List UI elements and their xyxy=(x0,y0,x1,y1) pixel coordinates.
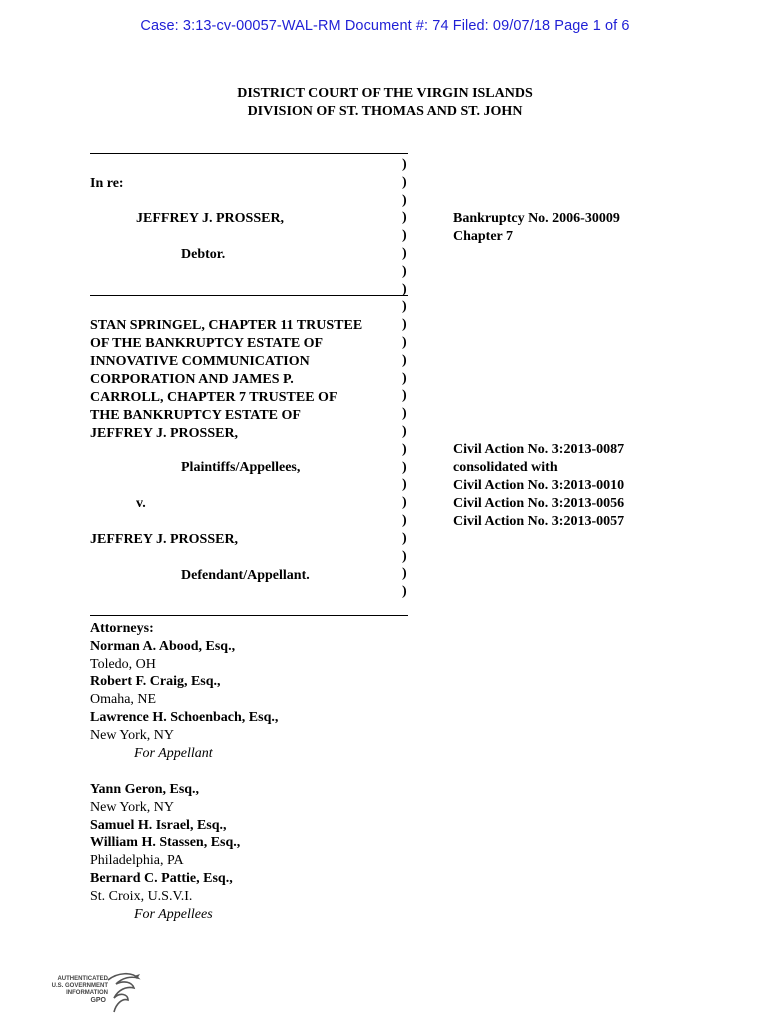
plaintiffs-label: Plaintiffs/Appellees, xyxy=(181,460,301,475)
court-line-1: DISTRICT COURT OF THE VIRGIN ISLANDS xyxy=(237,86,533,101)
seal-line: U.S. GOVERNMENT xyxy=(51,983,108,989)
civil-action-line: Civil Action No. 3:2013-0087 xyxy=(453,442,625,457)
plaintiff-line: THE BANKRUPTCY ESTATE OF xyxy=(90,408,301,423)
attorneys-appellees xyxy=(90,781,240,923)
attorney-name: William H. Stassen, Esq., xyxy=(90,835,241,851)
chapter-label: Chapter 7 xyxy=(453,229,514,244)
caption-rule-middle xyxy=(90,295,408,296)
attorney-name: Yann Geron, Esq., xyxy=(90,782,200,797)
attorney-city: Toledo, OH xyxy=(90,656,156,672)
court-title xyxy=(0,85,770,121)
attorney-name: Samuel H. Israel, Esq., xyxy=(90,817,227,833)
debtor-name: JEFFREY J. PROSSER, xyxy=(136,211,285,226)
civil-action-line: Civil Action No. 3:2013-0056 xyxy=(453,496,625,511)
appellees-role: For Appellees xyxy=(134,906,213,922)
civil-action-line: Civil Action No. 3:2013-0010 xyxy=(453,478,625,493)
gpo-authentication-seal xyxy=(40,970,140,1016)
seal-text xyxy=(40,976,108,1004)
attorney-city: Philadelphia, PA xyxy=(90,853,184,869)
plaintiff-line: INNOVATIVE COMMUNICATION xyxy=(90,354,310,369)
plaintiff-line: STAN SPRINGEL, CHAPTER 11 TRUSTEE xyxy=(90,318,363,333)
seal-line: AUTHENTICATED xyxy=(57,976,108,982)
plaintiff-line: CARROLL, CHAPTER 7 TRUSTEE OF xyxy=(90,390,338,405)
bankruptcy-number: Bankruptcy No. 2006-30009 xyxy=(453,211,620,226)
eagle-icon xyxy=(104,970,144,1016)
plaintiff-line: CORPORATION AND JAMES P. xyxy=(90,372,294,387)
caption-rule-top xyxy=(90,153,408,154)
attorneys-appellant xyxy=(90,620,278,762)
attorney-city: St. Croix, U.S.V.I. xyxy=(90,888,193,904)
civil-action-line: Civil Action No. 3:2013-0057 xyxy=(453,514,625,529)
attorneys-heading: Attorneys: xyxy=(90,621,154,636)
attorney-name: Bernard C. Pattie, Esq., xyxy=(90,870,233,886)
versus-label: v. xyxy=(136,496,146,511)
attorney-city: Omaha, NE xyxy=(90,692,157,708)
attorney-city: New York, NY xyxy=(90,727,175,743)
attorney-name: Lawrence H. Schoenbach, Esq., xyxy=(90,709,279,725)
plaintiffs-block xyxy=(90,317,362,443)
court-line-2: DIVISION OF ST. THOMAS AND ST. JOHN xyxy=(247,104,523,119)
caption-parentheses: ) ) ) ) ) ) ) ) ) ) ) ) ) ) ) ) ) ) ) ) ) ) ) ) ) xyxy=(402,157,407,600)
appellant-role: For Appellant xyxy=(134,745,213,761)
defendant-label: Defendant/Appellant. xyxy=(181,568,310,583)
in-re-label: In re: xyxy=(90,176,124,191)
seal-mark: GPO xyxy=(90,997,106,1004)
plaintiff-line: OF THE BANKRUPTCY ESTATE OF xyxy=(90,336,324,351)
seal-line: INFORMATION xyxy=(66,990,108,996)
attorney-name: Norman A. Abood, Esq., xyxy=(90,638,236,654)
caption-rule-bottom xyxy=(90,615,408,616)
attorney-name: Robert F. Craig, Esq., xyxy=(90,674,221,690)
civil-actions-block xyxy=(453,441,624,531)
defendant-name: JEFFREY J. PROSSER, xyxy=(90,532,239,547)
civil-action-line: consolidated with xyxy=(453,460,558,475)
attorney-city: New York, NY xyxy=(90,799,175,815)
debtor-label: Debtor. xyxy=(181,247,226,262)
case-header: Case: 3:13-cv-00057-WAL-RM Document #: 74 Filed: 09/07/18 Page 1 of 6 xyxy=(140,18,630,34)
plaintiff-line: JEFFREY J. PROSSER, xyxy=(90,426,239,441)
